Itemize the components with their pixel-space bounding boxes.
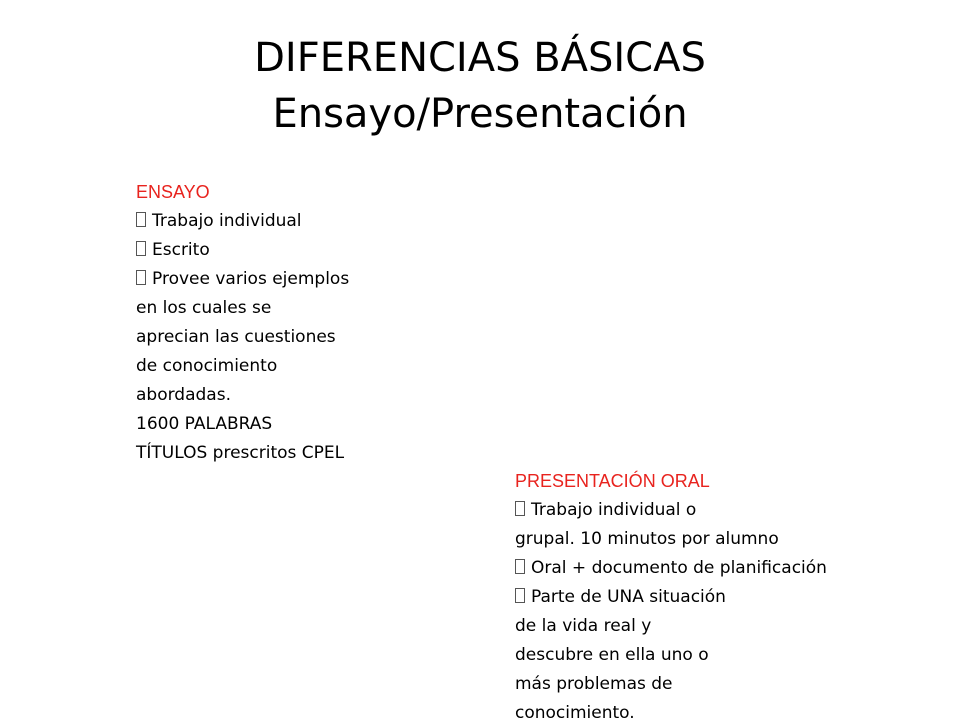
oral-heading: PRESENTACIÓN ORAL xyxy=(515,471,710,491)
oral-line: más problemas de xyxy=(515,674,673,694)
oral-line: de la vida real y xyxy=(515,616,652,636)
slide-title xyxy=(0,30,960,142)
oral-line: descubre en ella uno o xyxy=(515,645,709,665)
missing-glyph-box-icon xyxy=(515,559,525,574)
oral-line: conocimiento. xyxy=(515,703,635,723)
ensayo-bullet-item xyxy=(136,207,349,236)
missing-glyph-box-icon xyxy=(515,588,525,603)
ensayo-line: aprecian las cuestiones xyxy=(136,327,336,347)
title-line-2: Ensayo/Presentación xyxy=(272,91,688,137)
ensayo-line: de conocimiento xyxy=(136,356,278,376)
ensayo-column xyxy=(136,177,349,468)
oral-line: grupal. 10 minutos por alumno xyxy=(515,529,779,549)
ensayo-bullet-item xyxy=(136,265,349,294)
ensayo-word-count: 1600 PALABRAS xyxy=(136,414,273,434)
oral-column xyxy=(515,466,827,728)
oral-line: Oral + documento de planificación xyxy=(531,558,827,578)
title-line-1: DIFERENCIAS BÁSICAS xyxy=(254,35,706,81)
missing-glyph-box-icon xyxy=(136,212,146,227)
oral-bullet-item xyxy=(515,583,827,612)
missing-glyph-box-icon xyxy=(136,241,146,256)
ensayo-line: en los cuales se xyxy=(136,298,272,318)
ensayo-line: Escrito xyxy=(152,240,210,260)
missing-glyph-box-icon xyxy=(515,501,525,516)
missing-glyph-box-icon xyxy=(136,270,146,285)
ensayo-line: abordadas. xyxy=(136,385,231,405)
oral-bullet-item xyxy=(515,554,827,583)
oral-bullet-item xyxy=(515,496,827,525)
ensayo-line: Provee varios ejemplos xyxy=(152,269,350,289)
ensayo-titles-note: TÍTULOS prescritos CPEL xyxy=(136,443,345,463)
ensayo-line: Trabajo individual xyxy=(152,211,302,231)
ensayo-heading: ENSAYO xyxy=(136,182,210,202)
oral-line: Trabajo individual o xyxy=(531,500,697,520)
ensayo-bullet-item xyxy=(136,236,349,265)
oral-line: Parte de UNA situación xyxy=(531,587,726,607)
